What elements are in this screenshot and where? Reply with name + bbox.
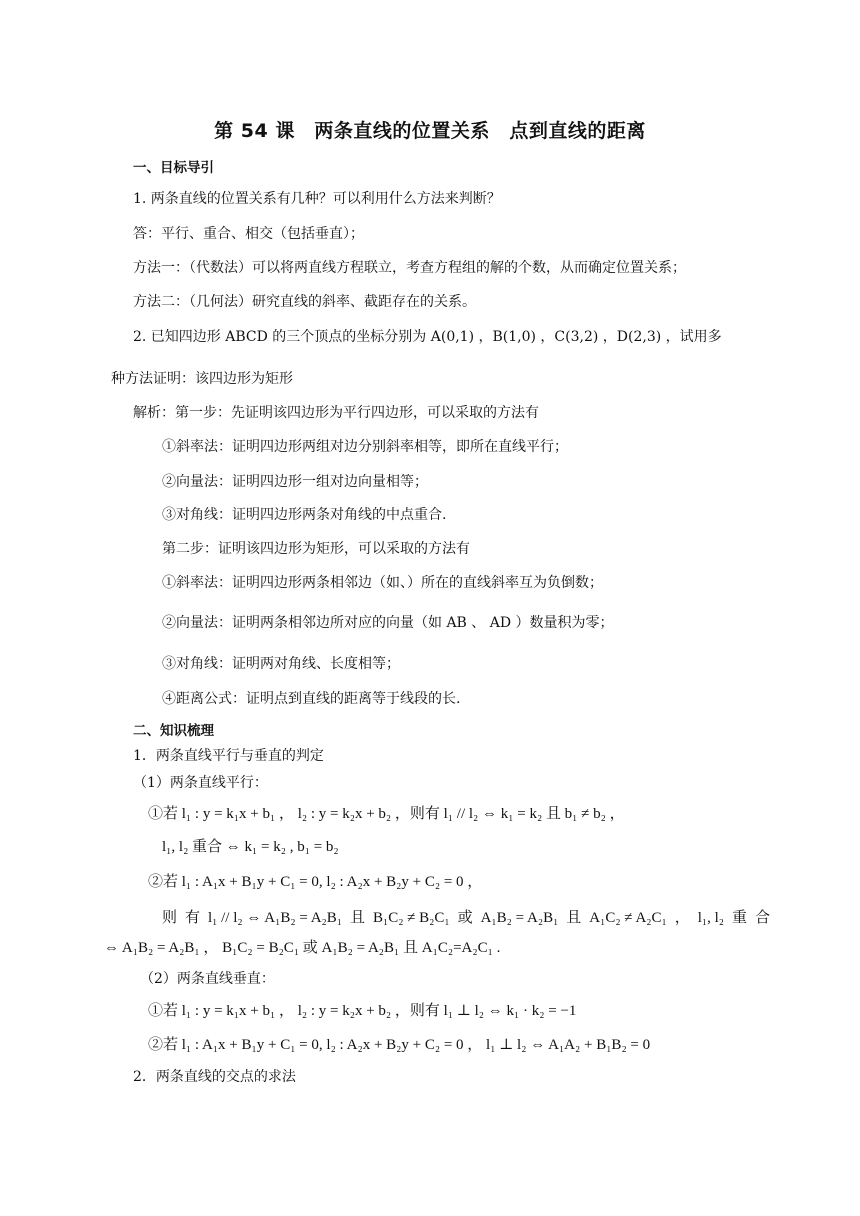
word: 合: [754, 910, 770, 926]
formula: l₁, l₂: [697, 910, 725, 926]
knowledge-2-heading: 2．两条直线的交点的求法: [133, 1069, 296, 1085]
step1-diagonal-method: ③对角线：证明四边形两条对角线的中点重合.: [162, 507, 447, 523]
step2-slope-method: ①斜率法：证明四边形两条相邻边（如、）所在的直线斜率互为负倒数；: [162, 575, 603, 591]
parallel-condition-general-detail: [162, 908, 770, 928]
knowledge-1-1-heading: （1）两条直线平行：: [133, 775, 268, 791]
word: 且: [566, 910, 582, 926]
method-2: 方法二：（几何法）研究直线的斜率、截距存在的关系。: [133, 294, 476, 310]
word: 有: [184, 910, 200, 926]
question-1: 1. 两条直线的位置关系有几种？可以利用什么方法来判断？: [133, 191, 501, 207]
step1-slope-method: ①斜率法：证明四边形两组对边分别斜率相等，即所在直线平行；: [162, 439, 568, 455]
perpendicular-condition-slope: ①若 l₁ : y = k₁x + b₁ ， l₂ : y = k₂x + b₂ ，则有 l₁ ⊥ l₂ ⇔ k₁ · k₂ = −1: [148, 1003, 577, 1019]
solution-step1: 解析：第一步：先证明该四边形为平行四边形，可以采取的方法有: [133, 405, 539, 421]
knowledge-1-heading: 1．两条直线平行与垂直的判定: [133, 748, 324, 764]
method-1: 方法一：（代数法）可以将两直线方程联立，考查方程组的解的个数，从而确定位置关系；: [133, 260, 686, 276]
formula: A₁B₂ = A₂B₁: [480, 910, 559, 926]
section-heading-goals: 一、目标导引: [133, 160, 214, 176]
step2-distance-method: ④距离公式：证明点到直线的距离等于线段的长.: [162, 691, 461, 707]
parallel-condition-general: ②若 l₁ : A₁x + B₁y + C₁ = 0, l₂ : A₂x + B₂y + C₂ = 0 ，: [148, 874, 483, 890]
step2-diagonal-method: ③对角线：证明两对角线、长度相等；: [162, 656, 400, 672]
section-heading-knowledge: 二、知识梳理: [133, 723, 214, 739]
perpendicular-condition-general: ②若 l₁ : A₁x + B₁y + C₁ = 0, l₂ : A₂x + B₂y + C₂ = 0 ， l₁ ⊥ l₂ ⇔ A₁A₂ + B₁B₂ = 0: [148, 1037, 651, 1053]
formula: B₁C₂ ≠ B₂C₁: [372, 910, 450, 926]
page-title: 第 54 课 两条直线的位置关系 点到直线的距离: [214, 120, 646, 142]
knowledge-1-2-heading: （2）两条直线垂直：: [140, 971, 275, 987]
word: 则: [162, 910, 178, 926]
word: ，: [674, 910, 690, 926]
step1-vector-method: ②向量法：证明四边形一组对边向量相等；: [162, 474, 428, 490]
solution-step2: 第二步：证明该四边形为矩形，可以采取的方法有: [162, 541, 470, 557]
word: 且: [349, 910, 365, 926]
formula: l₁ // l₂ ⇔ A₁B₂ = A₂B₁: [207, 910, 342, 926]
question-2-line2: 种方法证明：该四边形为矩形: [111, 371, 293, 387]
coincide-condition-general: ⇔ A₁B₂ = A₂B₁ ， B₁C₂ = B₂C₁ 或 A₁B₂ = A₂B₁ 且 A₁C₂=A₂C₁ .: [104, 940, 501, 956]
word: 或: [457, 910, 473, 926]
coincide-condition-slope: l₁, l₂ 重合 ⇔ k₁ = k₂ , b₁ = b₂: [162, 839, 339, 855]
formula: A₁C₂ ≠ A₂C₁: [589, 910, 667, 926]
question-2-line1: 2. 已知四边形 ABCD 的三个顶点的坐标分别为 A(0,1) ，B(1,0) ，C(3,2) ，D(2,3) ，试用多: [133, 329, 722, 345]
parallel-condition-slope: ①若 l₁ : y = k₁x + b₁ ， l₂ : y = k₂x + b₂ ，则有 l₁ // l₂ ⇔ k₁ = k₂ 且 b₁ ≠ b₂ ，: [148, 806, 625, 822]
answer-1: 答：平行、重合、相交（包括垂直）；: [133, 226, 364, 242]
word: 重: [731, 910, 747, 926]
step2-vector-method: ②向量法：证明两条相邻边所对应的向量（如 AB 、 AD ）数量积为零；: [162, 615, 614, 631]
